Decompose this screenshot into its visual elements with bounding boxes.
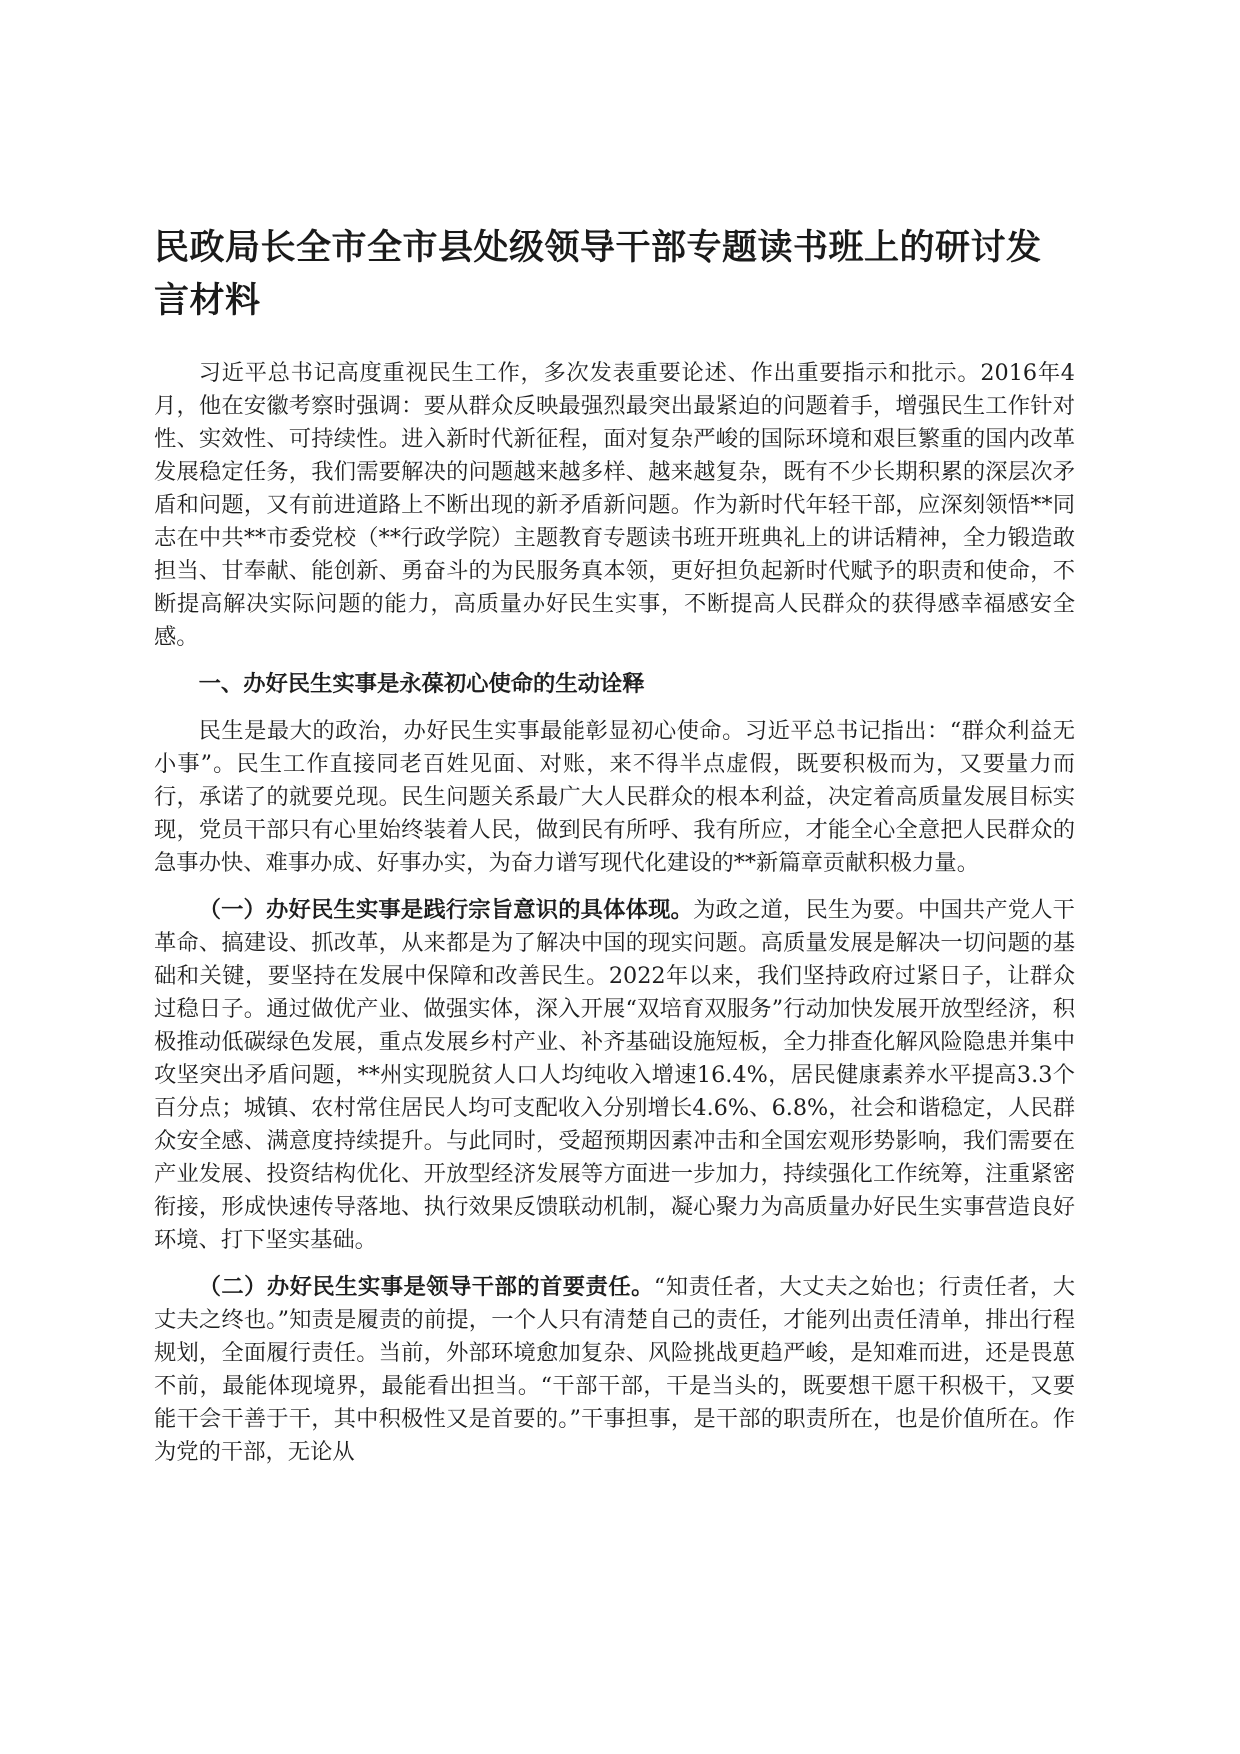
subsection-2-paragraph xyxy=(154,1271,1075,1469)
subsection-2-body: “知责任者，大丈夫之始也；行责任者，大丈夫之终也。”知责是履责的前提，一个人只有清楚自己的责任，才能列出责任清单，排出行程规划，全面履行责任。当前，外部环境愈加复杂、风险挑战更趋严峻，是知难而进，还是畏葸不前，最能体现境界，最能看出担当。“干部干部，干是当头的，既要想干愿干积极干，又要能干会干善于干，其中积极性又是首要的。”干事担事，是干部的职责所在，也是价值所在。作为党的干部，无论从 xyxy=(154,1274,1075,1465)
document-page xyxy=(154,222,1075,1483)
document-title: 民政局长全市全市县处级领导干部专题读书班上的研讨发言材料 xyxy=(154,228,1042,321)
subsection-1-paragraph xyxy=(154,894,1075,1257)
subsection-1-body: 为政之道，民生为要。中国共产党人干革命、搞建设、抓改革，从来都是为了解决中国的现实问题。高质量发展是解决一切问题的基础和关键，要坚持在发展中保障和改善民生。2022年以来，我们坚持政府过紧日子，让群众过稳日子。通过做优产业、做强实体，深入开展“双培育双服务”行动加快发展开放型经济，积极推动低碳绿色发展，重点发展乡村产业、补齐基础设施短板，全力排查化解风险隐患并集中攻坚突出矛盾问题，**州实现脱贫人口人均纯收入增速16.4%，居民健康素养水平提高3.3个百分点；城镇、农村常住居民人均可支配收入分别增长4.6%、6.8%，社会和谐稳定，人民群众安全感、满意度持续提升。与此同时，受超预期因素冲击和全国宏观形势影响，我们需要在产业发展、投资结构优化、开放型经济发展等方面进一步加力，持续强化工作统筹，注重紧密衔接，形成快速传导落地、执行效果反馈联动机制，凝心聚力为高质量办好民生实事营造良好环境、打下坚实基础。 xyxy=(154,897,1075,1253)
section-heading-1: 一、办好民生实事是永葆初心使命的生动诠释 xyxy=(198,671,645,697)
subsection-2-heading: （二）办好民生实事是领导干部的首要责任。 xyxy=(198,1274,654,1300)
section-1-paragraph: 民生是最大的政治，办好民生实事最能彰显初心使命。习近平总书记指出：“群众利益无小事”。民生工作直接同老百姓见面、对账，来不得半点虚假，既要积极而为，又要量力而行，承诺了的就要兑现。民生问题关系最广大人民群众的根本利益，决定着高质量发展目标实现，党员干部只有心里始终装着人民，做到民有所呼、我有所应，才能全心全意把人民群众的急事办快、难事办成、好事办实，为奋力谱写现代化建设的**新篇章贡献积极力量。 xyxy=(154,718,1075,876)
subsection-1-heading: （一）办好民生实事是践行宗旨意识的具体体现。 xyxy=(198,897,694,923)
intro-paragraph: 习近平总书记高度重视民生工作，多次发表重要论述、作出重要指示和批示。2016年4月，他在安徽考察时强调：要从群众反映最强烈最突出最紧迫的问题着手，增强民生工作针对性、实效性、可持续性。进入新时代新征程，面对复杂严峻的国际环境和艰巨繁重的国内改革发展稳定任务，我们需要解决的问题越来越多样、越来越复杂，既有不少长期积累的深层次矛盾和问题，又有前进道路上不断出现的新矛盾新问题。作为新时代年轻干部，应深刻领悟**同志在中共**市委党校（**行政学院）主题教育专题读书班开班典礼上的讲话精神，全力锻造敢担当、甘奉献、能创新、勇奋斗的为民服务真本领，更好担负起新时代赋予的职责和使命，不断提高解决实际问题的能力，高质量办好民生实事，不断提高人民群众的获得感幸福感安全感。 xyxy=(154,360,1075,650)
